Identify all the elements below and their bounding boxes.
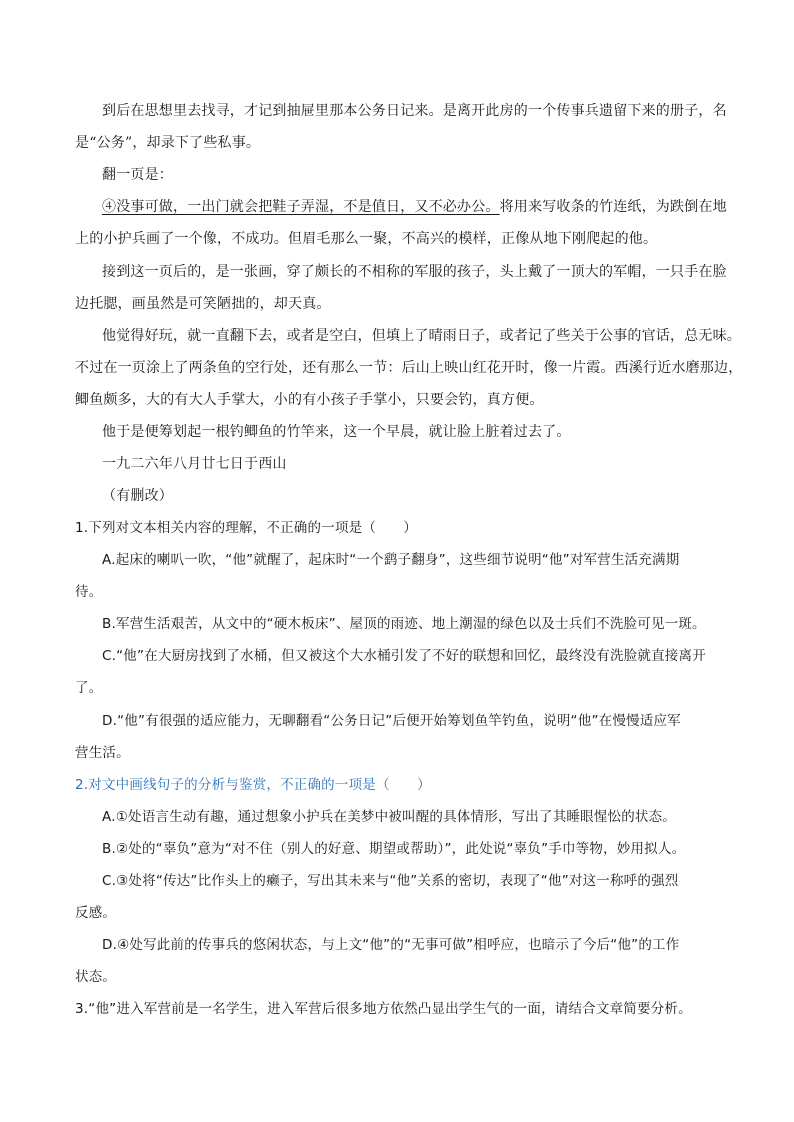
passage-p4-line2: 边托腮，画虽然是可笑陋拙的，却天真。 (75, 296, 331, 312)
question-1-stem: 1.下列对文本相关内容的理解，不正确的一项是（ ） (75, 520, 418, 536)
underlined-sentence-4: ④没事可做，一出门就会把鞋子弄湿，不是值日，又不必办公。 (102, 199, 500, 215)
question-1-option-c-line1: C.“他”在大厨房找到了水桶，但又被这个大水桶引发了不好的联想和回忆，最终没有洗脸就直接离开 (102, 648, 706, 664)
passage-p3-line2: 上的小护兵画了一个像，不成功。但眉毛那么一聚，不高兴的模样，正像从地下刚爬起的他。 (75, 231, 658, 247)
question-2-option-c-line1: C.③处将“传达”比作头上的癞子，写出其未来与“他”关系的密切，表现了“他”对这一称呼的强烈 (102, 873, 679, 889)
question-2-option-a: A.①处语言生动有趣，通过想象小护兵在美梦中被叫醒的具体情形，写出了其睡眼惺忪的状态。 (102, 809, 676, 825)
passage-p3-rest: 将用来写收条的竹连纸，为跌倒在地 (499, 199, 727, 215)
question-1-option-c-line2: 了。 (75, 680, 103, 696)
question-2-option-d-line2: 状态。 (75, 969, 117, 985)
passage-p3-line1 (102, 197, 727, 217)
question-1-option-a-line1: A.起床的喇叭一吹，“他”就醒了，起床时“一个鹞子翻身”，这些细节说明“他”对军营生活充满期 (102, 552, 680, 568)
passage-p2: 翻一页是： (102, 167, 173, 183)
passage-date: 一九二六年八月廿七日于西山 (102, 456, 287, 472)
passage-p4-line1: 接到这一页后的，是一张画，穿了颇长的不相称的军服的孩子，头上戴了一顶大的军帽，一只手在脸 (102, 264, 727, 280)
question-1-option-d-line1: D.“他”有很强的适应能力，无聊翻看“公务日记”后便开始筹划鱼竿钓鱼，说明“他”在慢慢适应军 (102, 713, 681, 729)
passage-p1-line2: 是“公务”，却录下了些私事。 (75, 135, 261, 151)
question-2-option-d-line1: D.④处写此前的传事兵的悠闲状态，与上文“他”的“无事可做”相呼应，也暗示了今后“他”的工作 (102, 937, 680, 953)
question-2-stem: 2.对文中画线句子的分析与鉴赏，不正确的一项是（ ） (75, 777, 431, 793)
question-2-option-c-line2: 反感。 (75, 905, 117, 921)
passage-p5-line3: 鲫鱼颇多，大的有大人手掌大，小的有小孩子手掌小，只要会钓，真方便。 (75, 392, 544, 408)
passage-p6: 他于是便筹划起一根钓鲫鱼的竹竿来，这一个早晨，就让脸上脏着过去了。 (102, 424, 571, 440)
question-2-option-b: B.②处的“辜负”意为“对不住（别人的好意、期望或帮助）”，此处说“辜负”手巾等物，妙用拟人。 (102, 841, 686, 857)
passage-p5-line2: 不过在一页涂上了两条鱼的空行处，还有那么一节：后山上映山红花开时，像一片霞。西溪行近水磨那边， (75, 360, 743, 376)
passage-p5-line1: 他觉得好玩，就一直翻下去，或者是空白，但填上了晴雨日子，或者记了些关于公事的官话，总无味。 (102, 328, 741, 344)
question-1-option-b: B.军营生活艰苦，从文中的“硬木板床”、屋顶的雨迹、地上潮湿的绿色以及士兵们不洗脸可见一斑。 (102, 616, 706, 632)
passage-p1-line1: 到后在思想里去找寻，才记到抽屉里那本公务日记来。是离开此房的一个传事兵遗留下来的册子，名 (102, 103, 727, 119)
passage-note: （有删改） (102, 488, 173, 504)
question-1-option-a-line2: 待。 (75, 584, 103, 600)
question-1-option-d-line2: 营生活。 (75, 745, 130, 761)
question-3-stem: 3.“他”进入军营前是一名学生，进入军营后很多地方依然凸显出学生气的一面，请结合文章简要分析。 (75, 1001, 692, 1017)
